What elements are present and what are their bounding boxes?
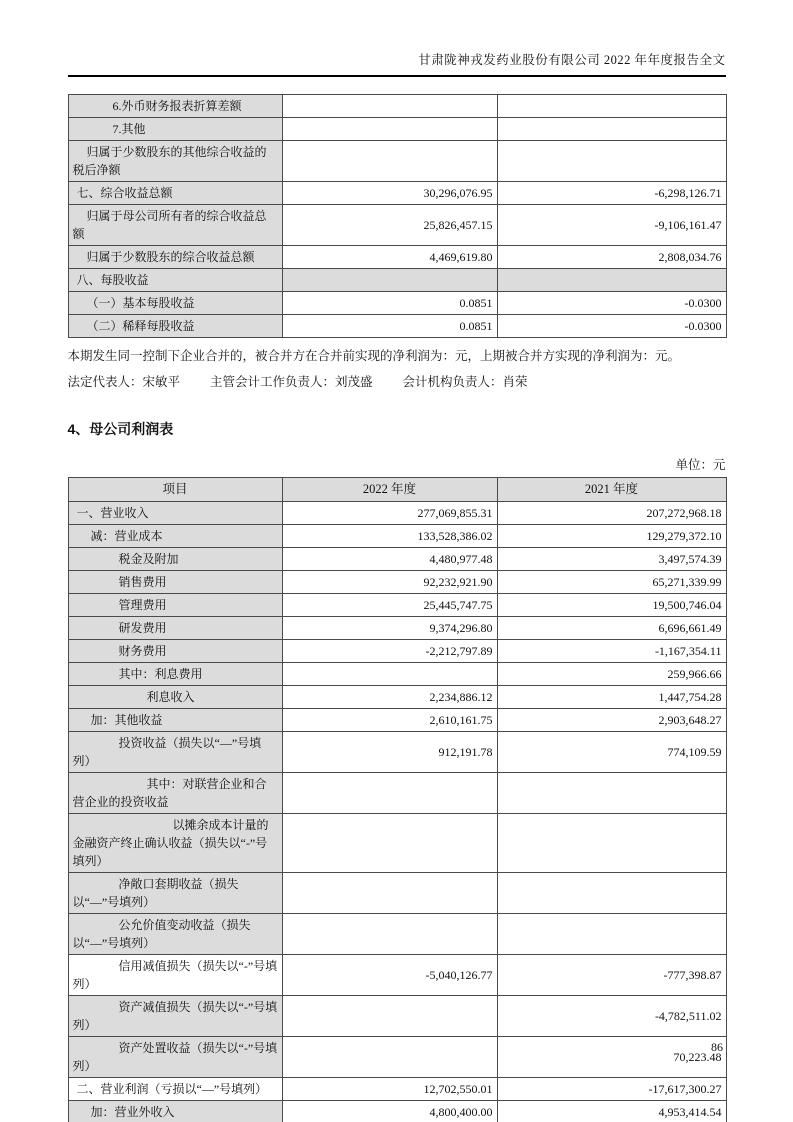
table-row <box>68 617 726 640</box>
table-row <box>68 686 726 709</box>
table-row <box>68 873 726 914</box>
value-cell-2021: -777,398.87 <box>497 955 726 996</box>
table-row <box>68 117 726 140</box>
item-cell: 公允价值变动收益（损失以“—”号填列） <box>68 914 282 955</box>
value-cell-2021: 4,953,414.54 <box>497 1101 726 1122</box>
value-cell-2022: 133,528,386.02 <box>282 525 497 548</box>
value-cell-2021 <box>497 914 726 955</box>
table-row <box>68 773 726 814</box>
value-cell-2021: 65,271,339.99 <box>497 571 726 594</box>
value-cell-2021: 3,497,574.39 <box>497 548 726 571</box>
item-cell: 一、营业收入 <box>68 502 282 525</box>
value-cell-2021: -9,106,161.47 <box>497 204 726 245</box>
table-row <box>68 732 726 773</box>
item-cell: 加：营业外收入 <box>68 1101 282 1122</box>
table-row <box>68 204 726 245</box>
page-number: 86 <box>711 1040 723 1054</box>
value-cell-2022: 277,069,855.31 <box>282 502 497 525</box>
table-row <box>68 914 726 955</box>
table-row <box>68 94 726 117</box>
item-cell: 其中：利息费用 <box>68 663 282 686</box>
item-cell: （二）稀释每股收益 <box>68 314 282 337</box>
item-cell: 归属于母公司所有者的综合收益总额 <box>68 204 282 245</box>
value-cell-2022 <box>282 140 497 181</box>
value-cell-2022: 0.0851 <box>282 314 497 337</box>
column-header-2021: 2021 年度 <box>497 478 726 502</box>
item-cell: 6.外币财务报表折算差额 <box>68 94 282 117</box>
value-cell-2021: 774,109.59 <box>497 732 726 773</box>
value-cell-2021 <box>497 117 726 140</box>
value-cell-2021: -17,617,300.27 <box>497 1078 726 1101</box>
table-row <box>68 181 726 204</box>
item-cell: 利息收入 <box>68 686 282 709</box>
item-cell: 八、每股收益 <box>68 268 282 291</box>
item-cell: 销售费用 <box>68 571 282 594</box>
item-cell: 七、综合收益总额 <box>68 181 282 204</box>
accounting-office-head: 会计机构负责人：肖荣 <box>402 374 528 389</box>
value-cell-2021 <box>497 873 726 914</box>
table-row <box>68 268 726 291</box>
table-row <box>68 640 726 663</box>
table-row <box>68 663 726 686</box>
value-cell-2022 <box>282 914 497 955</box>
table-row <box>68 955 726 996</box>
table-row <box>68 245 726 268</box>
value-cell-2022 <box>282 873 497 914</box>
value-cell-2022: 4,469,619.80 <box>282 245 497 268</box>
value-cell-2022: 912,191.78 <box>282 732 497 773</box>
table-row <box>68 1101 726 1122</box>
value-cell-2022 <box>282 814 497 873</box>
table-row <box>68 996 726 1037</box>
item-cell: 投资收益（损失以“—”号填列） <box>68 732 282 773</box>
table-row <box>68 548 726 571</box>
item-cell: 信用减值损失（损失以“-”号填列） <box>68 955 282 996</box>
value-cell-2021 <box>497 94 726 117</box>
value-cell-2022 <box>282 996 497 1037</box>
table-row <box>68 502 726 525</box>
value-cell-2021: 2,808,034.76 <box>497 245 726 268</box>
item-cell: 减：营业成本 <box>68 525 282 548</box>
value-cell-2022 <box>282 268 497 291</box>
value-cell-2021 <box>497 268 726 291</box>
item-cell: （一）基本每股收益 <box>68 291 282 314</box>
value-cell-2022: 9,374,296.80 <box>282 617 497 640</box>
report-header-title: 甘肃陇神戎发药业股份有限公司 2022 年年度报告全文 <box>418 53 726 67</box>
item-cell: 归属于少数股东的综合收益总额 <box>68 245 282 268</box>
value-cell-2021: 70,223.48 <box>497 1037 726 1078</box>
value-cell-2022 <box>282 1037 497 1078</box>
value-cell-2022 <box>282 663 497 686</box>
value-cell-2022: 2,610,161.75 <box>282 709 497 732</box>
value-cell-2021: -1,167,354.11 <box>497 640 726 663</box>
value-cell-2022: 92,232,921.90 <box>282 571 497 594</box>
value-cell-2022: 4,480,977.48 <box>282 548 497 571</box>
value-cell-2021: 2,903,648.27 <box>497 709 726 732</box>
value-cell-2022 <box>282 117 497 140</box>
item-cell: 资产处置收益（损失以“-”号填列） <box>68 1037 282 1078</box>
table-row <box>68 1078 726 1101</box>
value-cell-2021: -6,298,126.71 <box>497 181 726 204</box>
legal-representative: 法定代表人：宋敏平 <box>67 374 181 389</box>
item-cell: 资产减值损失（损失以“-”号填列） <box>68 996 282 1037</box>
table-row <box>68 525 726 548</box>
item-cell: 财务费用 <box>68 640 282 663</box>
column-header-2022: 2022 年度 <box>282 478 497 502</box>
page-header <box>68 0 726 77</box>
section-heading: 4、母公司利润表 <box>67 421 174 438</box>
item-cell: 以摊余成本计量的金融资产终止确认收益（损失以“-”号填列） <box>68 814 282 873</box>
item-cell: 归属于少数股东的其他综合收益的税后净额 <box>68 140 282 181</box>
value-cell-2021: -0.0300 <box>497 291 726 314</box>
value-cell-2021: 207,272,968.18 <box>497 502 726 525</box>
table-row <box>68 571 726 594</box>
table-row <box>68 314 726 337</box>
table-row <box>68 709 726 732</box>
item-cell: 二、营业利润（亏损以“—”号填列） <box>68 1078 282 1101</box>
value-cell-2021: -4,782,511.02 <box>497 996 726 1037</box>
value-cell-2022: 25,826,457.15 <box>282 204 497 245</box>
value-cell-2022 <box>282 773 497 814</box>
value-cell-2021: 259,966.66 <box>497 663 726 686</box>
merger-note: 本期发生同一控制下企业合并的，被合并方在合并前实现的净利润为：元，上期被合并方实现的净利润为：元。 <box>67 348 681 363</box>
item-cell: 管理费用 <box>68 594 282 617</box>
consolidated-income-statement-continuation-table <box>68 94 727 338</box>
item-cell: 研发费用 <box>68 617 282 640</box>
signatories-line <box>68 373 726 392</box>
value-cell-2022: 30,296,076.95 <box>282 181 497 204</box>
value-cell-2021 <box>497 773 726 814</box>
column-header-item: 项目 <box>68 478 282 502</box>
value-cell-2021: 19,500,746.04 <box>497 594 726 617</box>
item-cell: 净敞口套期收益（损失以“—”号填列） <box>68 873 282 914</box>
value-cell-2022: -2,212,797.89 <box>282 640 497 663</box>
value-cell-2021: 1,447,754.28 <box>497 686 726 709</box>
value-cell-2021: -0.0300 <box>497 314 726 337</box>
value-cell-2021 <box>497 814 726 873</box>
table-row <box>68 814 726 873</box>
value-cell-2022: 12,702,550.01 <box>282 1078 497 1101</box>
item-cell: 加：其他收益 <box>68 709 282 732</box>
parent-company-income-statement-table <box>68 477 727 1122</box>
item-cell: 税金及附加 <box>68 548 282 571</box>
value-cell-2022: -5,040,126.77 <box>282 955 497 996</box>
table-header-row <box>68 478 726 502</box>
value-cell-2022: 0.0851 <box>282 291 497 314</box>
value-cell-2022: 25,445,747.75 <box>282 594 497 617</box>
item-cell: 其中：对联营企业和合营企业的投资收益 <box>68 773 282 814</box>
value-cell-2022: 4,800,400.00 <box>282 1101 497 1122</box>
table-row <box>68 1037 726 1078</box>
chief-accountant: 主管会计工作负责人：刘茂盛 <box>210 374 373 389</box>
item-cell: 7.其他 <box>68 117 282 140</box>
value-cell-2021 <box>497 140 726 181</box>
value-cell-2021: 6,696,661.49 <box>497 617 726 640</box>
table-row <box>68 291 726 314</box>
value-cell-2021: 129,279,372.10 <box>497 525 726 548</box>
value-cell-2022: 2,234,886.12 <box>282 686 497 709</box>
table-row <box>68 594 726 617</box>
value-cell-2022 <box>282 94 497 117</box>
unit-label: 单位：元 <box>675 458 726 473</box>
table-row <box>68 140 726 181</box>
